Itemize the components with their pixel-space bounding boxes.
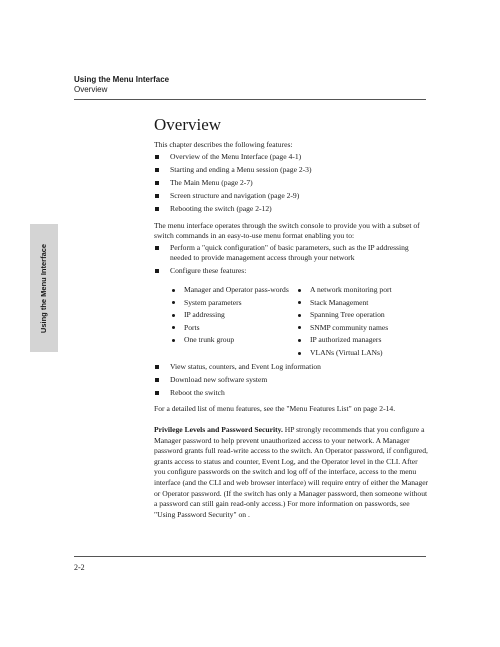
capability-item: Perform a "quick configuration" of basic parameters, such as the IP addressing needed to provide management access through your network — [154, 243, 430, 264]
header-section-title: Overview — [74, 85, 108, 94]
feature-item: Rebooting the switch (page 2-12) — [154, 204, 430, 215]
header-chapter-title: Using the Menu Interface — [74, 75, 170, 84]
capabilities-intro: The menu interface operates through the switch console to provide you with a subset of switch commands in an easy-to-use menu format enabling you to: — [154, 220, 420, 241]
feature-item: The Main Menu (page 2-7) — [154, 178, 430, 189]
feature-item: Starting and ending a Menu session (page 2-3) — [154, 165, 430, 176]
configure-column-right — [296, 285, 422, 361]
config-item: One trunk group — [170, 335, 296, 346]
config-item: Stack Management — [296, 298, 422, 309]
main-content — [154, 114, 430, 520]
more-capability-list — [154, 362, 430, 399]
chapter-side-tab-label: Using the Menu Interface — [39, 243, 49, 333]
feature-list — [154, 152, 430, 215]
capability-list — [154, 243, 430, 277]
config-item: Spanning Tree operation — [296, 310, 422, 321]
password-security-paragraph — [154, 425, 430, 520]
config-item: IP authorized managers — [296, 335, 422, 346]
config-item: SNMP community names — [296, 323, 422, 334]
capability-item: Configure these features: — [154, 266, 430, 277]
configure-column-left — [170, 285, 296, 361]
chapter-side-tab-label-wrap — [30, 224, 58, 352]
capability-item: Download new software system — [154, 375, 430, 386]
config-item: VLANs (Virtual LANs) — [296, 348, 422, 359]
page-title: Overview — [154, 115, 222, 134]
config-item: System parameters — [170, 298, 296, 309]
running-header — [74, 75, 434, 95]
capability-item: Reboot the switch — [154, 388, 430, 399]
intro-text: This chapter describes the following features: — [154, 140, 293, 149]
page-number: 2-2 — [74, 563, 85, 572]
capability-item: View status, counters, and Event Log information — [154, 362, 430, 373]
configure-feature-columns — [170, 285, 430, 361]
config-item: IP addressing — [170, 310, 296, 321]
password-security-body: HP strongly recommends that you configure a Manager password to help prevent unauthorized access to your network. A Manager password grants full read-write access to the switch. An Operator password, if configured, grants access to status and counter, Event Log, and the Operator level in the CLI. After you configure passwords on the switch and log off of the interface, access to the menu interface (and the CLI and web browser interface) will require entry of either the Manager or Operator password. (If the switch has only a Manager password, then someone without a password can still gain read-only access.) For more information on passwords, see "Using Password Security" on . — [154, 424, 429, 519]
config-item: Manager and Operator pass-words — [170, 285, 296, 296]
config-item: Ports — [170, 323, 296, 334]
feature-item: Screen structure and navigation (page 2-9) — [154, 191, 430, 202]
header-divider — [74, 99, 426, 100]
feature-item: Overview of the Menu Interface (page 4-1) — [154, 152, 430, 163]
footer-divider — [74, 556, 426, 557]
config-item: A network monitoring port — [296, 285, 422, 296]
features-reference-text: For a detailed list of menu features, see the "Menu Features List" on page 2-14. — [154, 404, 396, 414]
password-security-heading: Privilege Levels and Password Security. — [154, 424, 283, 434]
